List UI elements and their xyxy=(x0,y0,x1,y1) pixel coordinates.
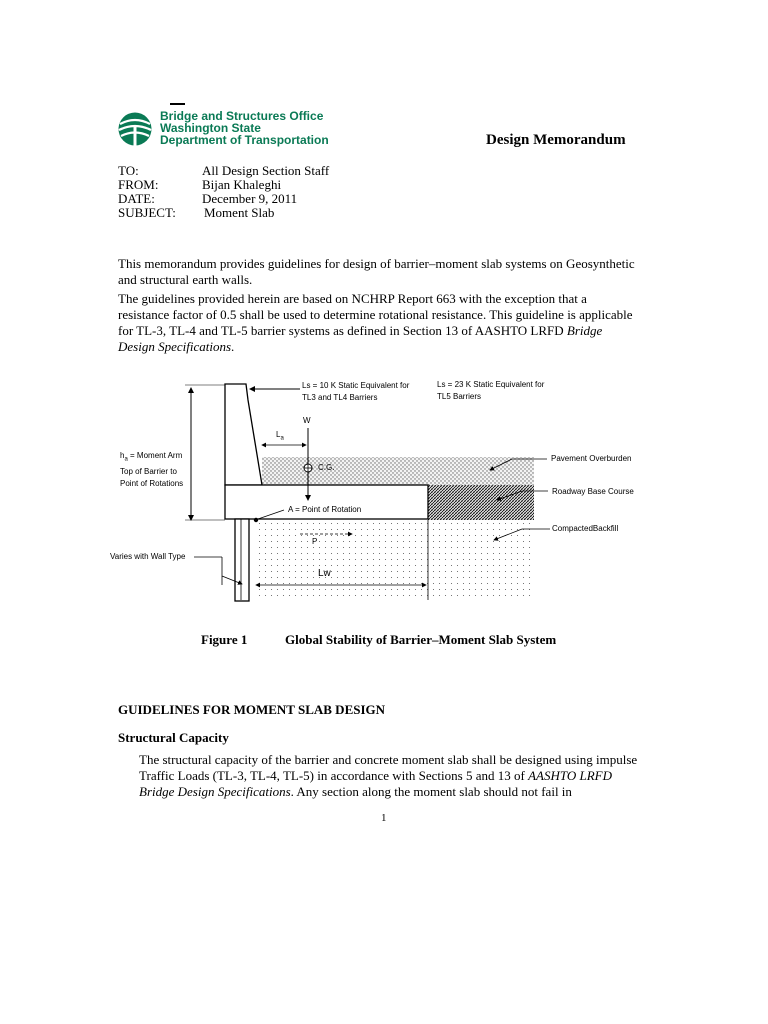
varies-with-wall-type-label: Varies with Wall Type xyxy=(110,552,186,561)
ls-tl3-tl4-line2: TL3 and TL4 Barriers xyxy=(302,393,378,402)
ha-sub: a xyxy=(124,456,128,463)
intro-paragraph-2-end: . xyxy=(231,339,235,354)
wall-face xyxy=(235,519,249,601)
pavement-overburden-label: Pavement Overburden xyxy=(551,454,632,463)
ls-tl3-tl4-label xyxy=(302,380,409,404)
p-force-label: P xyxy=(312,537,318,546)
barrier-outline xyxy=(225,384,262,485)
point-of-rotation-label: A = Point of Rotation xyxy=(288,505,362,514)
la-sub: a xyxy=(280,435,284,442)
compacted-backfill-label: CompactedBackfill xyxy=(552,524,619,533)
memo-subject-value: Moment Slab xyxy=(204,205,275,220)
ha-rest: = Moment Arm xyxy=(127,451,183,460)
structural-capacity-paragraph xyxy=(139,752,643,800)
memo-date-label: DATE: xyxy=(118,191,155,206)
ha-label xyxy=(120,450,183,490)
wsdot-emblem-icon xyxy=(118,112,152,146)
logo-line-office: Bridge and Structures Office xyxy=(160,109,324,123)
weight-label: W xyxy=(303,416,311,425)
compacted-backfill-area xyxy=(256,518,534,600)
page-number: 1 xyxy=(381,812,387,824)
cg-label: C.G. xyxy=(318,463,335,472)
page-title: Design Memorandum xyxy=(486,132,626,148)
ls-tl5-line2: TL5 Barriers xyxy=(437,392,482,401)
barrier-moment-slab-diagram xyxy=(0,370,768,610)
intro-paragraph-2 xyxy=(118,291,638,355)
memo-date-value: December 9, 2011 xyxy=(202,191,298,206)
lw-label: Lw xyxy=(318,568,331,579)
ha-label-line1 xyxy=(120,450,183,466)
wsdot-logo xyxy=(118,103,328,147)
memo-to-value: All Design Section Staff xyxy=(202,163,330,178)
structural-capacity-text: The structural capacity of the barrier and concrete moment slab shall be designed using impulse Traffic Loads (TL-3, TL-4, TL-5) in accordance with Sections 5 and 13 of xyxy=(139,752,638,783)
la-label xyxy=(276,429,284,445)
guidelines-heading: GUIDELINES FOR MOMENT SLAB DESIGN xyxy=(118,702,386,717)
figure-caption: Global Stability of Barrier–Moment Slab System xyxy=(285,632,557,647)
structural-capacity-heading: Structural Capacity xyxy=(118,730,229,745)
ls-tl5-label xyxy=(437,379,544,403)
roadway-base-course-layer xyxy=(428,485,534,520)
roadway-base-course-label: Roadway Base Course xyxy=(552,487,634,496)
spec-title-italic: Bridge Design Specifications xyxy=(118,323,603,354)
memo-from-value: Bijan Khaleghi xyxy=(202,177,282,192)
ha-label-line3: Point of Rotations xyxy=(120,478,184,488)
ls-tl3-tl4-line1: Ls = 10 K Static Equivalent for xyxy=(302,381,410,390)
ls-tl5-line1: Ls = 23 K Static Equivalent for xyxy=(437,380,545,389)
memo-to-label: TO: xyxy=(118,163,139,178)
ha-label-line2: Top of Barrier to xyxy=(120,466,177,476)
intro-paragraph-1: This memorandum provides guidelines for design of barrier–moment slab systems on Geosynthetic and structural earth walls. xyxy=(118,256,635,287)
intro-paragraph-2-text: The guidelines provided herein are based on NCHRP Report 663 with the exception that a resistance factor of 0.5 shall be used to determine rotational resistance. This guideline is applicable for TL-3, TL-4 and TL-5 barrier systems as defined in Section 13 of AASHTO LRFD xyxy=(118,291,633,338)
point-of-rotation-dot xyxy=(254,518,258,522)
logo-bar xyxy=(170,103,185,105)
pavement-overburden-layer xyxy=(262,457,534,485)
la-main: L xyxy=(276,430,281,439)
ha-main: h xyxy=(120,451,125,460)
logo-line-department: Department of Transportation xyxy=(160,133,329,147)
figure-number: Figure 1 xyxy=(201,632,248,647)
aashto-spec-italic: AASHTO LRFD Bridge Design Specifications xyxy=(139,768,612,799)
memo-subject-label: SUBJECT: xyxy=(118,205,176,220)
structural-capacity-end: . Any section along the moment slab should not fail in xyxy=(290,784,572,799)
memo-from-label: FROM: xyxy=(118,177,159,192)
logo-line-state: Washington State xyxy=(160,121,261,135)
